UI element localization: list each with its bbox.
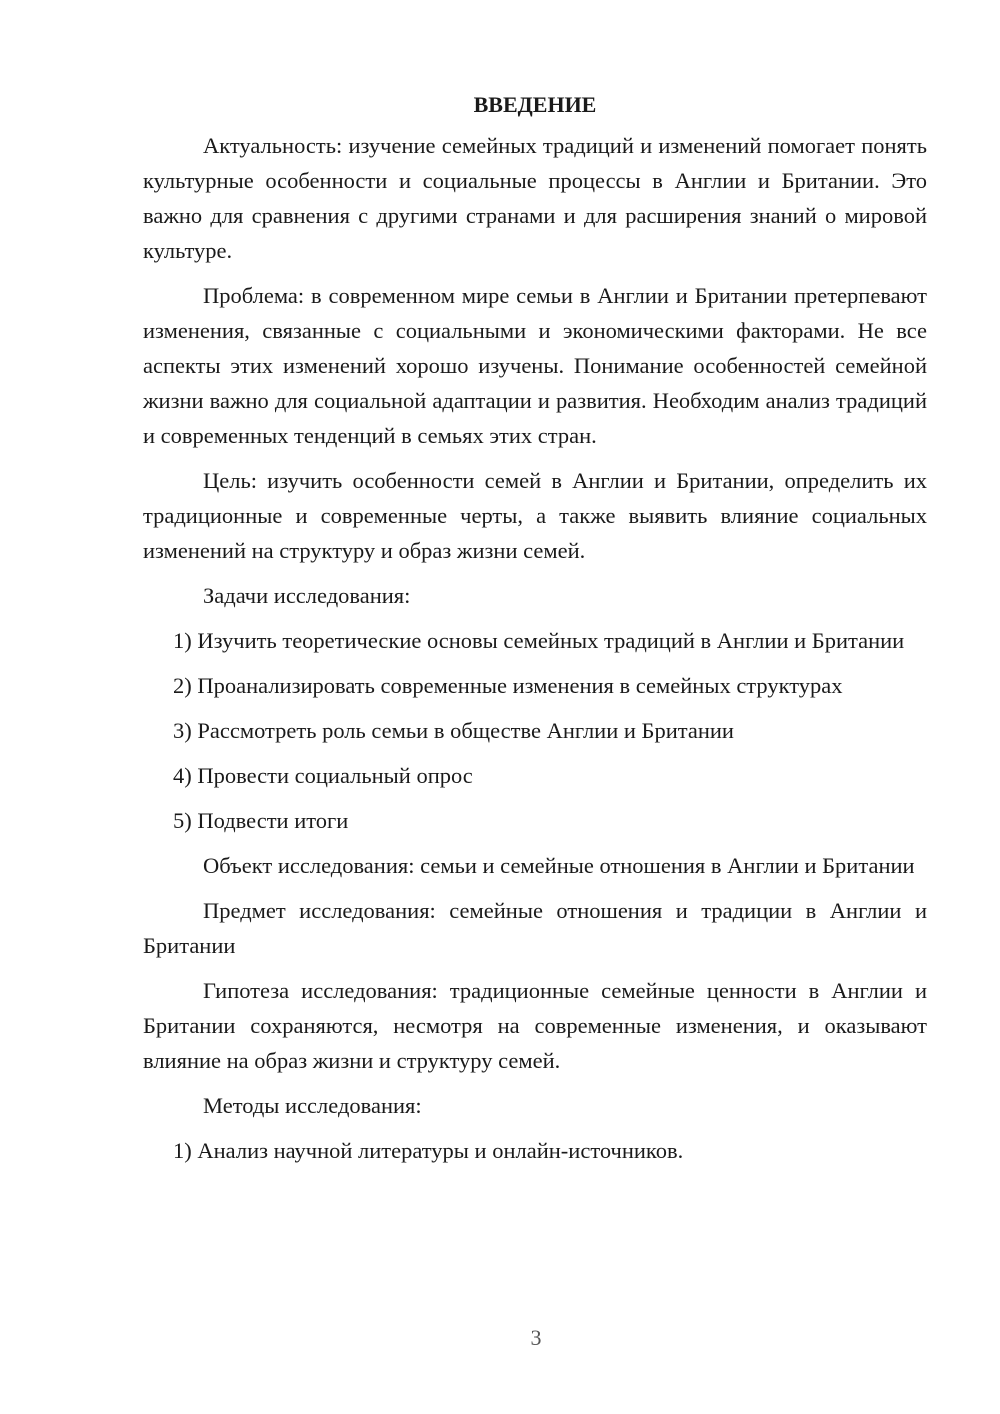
method-item: 1) Анализ научной литературы и онлайн-источников.: [173, 1138, 684, 1163]
task-item: 3) Рассмотреть роль семьи в обществе Англии и Британии: [173, 718, 734, 743]
hypothesis-paragraph: Гипотеза исследования: традиционные семейные ценности в Англии и Британии сохраняются, несмотря на современные изменения, и оказывают влияние на образ жизни и структуру семей.: [143, 978, 927, 1073]
problem-paragraph: Проблема: в современном мире семьи в Англии и Британии претерпевают изменения, связанные с социальными и экономическими факторами. Не все аспекты этих изменений хорошо изучены. Понимание особенностей семейной жизни важно для социальной адаптации и развития. Необходим анализ традиций и современных тенденций в семьях этих стран.: [143, 283, 927, 448]
task-item: 4) Провести социальный опрос: [173, 763, 473, 788]
tasks-heading: Задачи исследования:: [203, 583, 411, 608]
methods-heading: Методы исследования:: [203, 1093, 422, 1118]
relevance-paragraph: Актуальность: изучение семейных традиций и изменений помогает понять культурные особенности и социальные процессы в Англии и Британии. Это важно для сравнения с другими странами и для расширения знаний о мировой культуре.: [143, 133, 927, 263]
task-item: 5) Подвести итоги: [173, 808, 349, 833]
document-page: [143, 90, 927, 1178]
document-title: ВВЕДЕНИЕ: [473, 92, 597, 117]
page-number: 3: [530, 1325, 542, 1350]
object-paragraph: Объект исследования: семьи и семейные отношения в Англии и Британии: [203, 853, 915, 878]
task-item: 2) Проанализировать современные изменения в семейных структурах: [173, 673, 843, 698]
goal-paragraph: Цель: изучить особенности семей в Англии и Британии, определить их традиционные и современные черты, а также выявить влияние социальных изменений на структуру и образ жизни семей.: [143, 468, 927, 563]
subject-paragraph: Предмет исследования: семейные отношения и традиции в Англии и Британии: [143, 898, 927, 958]
task-item: 1) Изучить теоретические основы семейных традиций в Англии и Британии: [173, 628, 905, 653]
